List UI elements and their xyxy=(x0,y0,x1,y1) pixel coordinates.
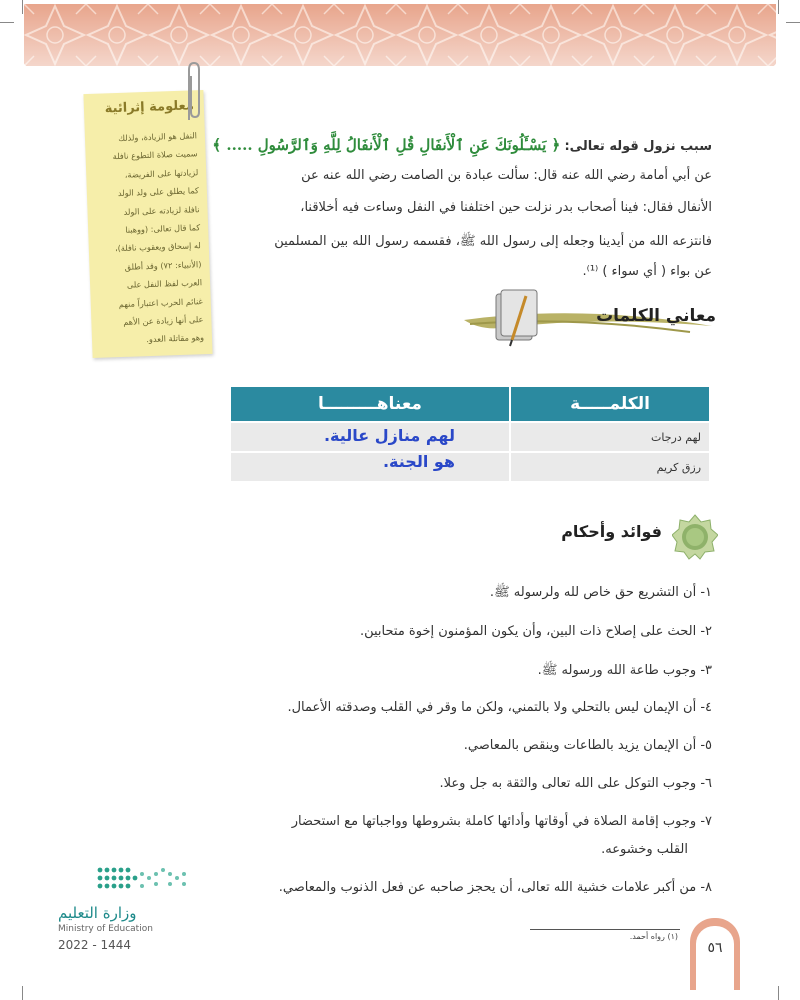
handwritten-meaning: لهم منازل عالية. xyxy=(323,426,455,445)
revelation-text-line: عن أبي أمامة رضي الله عنه قال: سألت عبادة بن الصامت رضي الله عنه عن xyxy=(301,168,712,183)
word-cell: لهم درجات xyxy=(651,430,701,444)
word-cell: رزق كريم xyxy=(656,460,701,474)
enrichment-note-title: معلومة إثرائية xyxy=(104,98,195,117)
word-meanings-title: معاني الكلمات xyxy=(596,306,716,326)
table-header-row xyxy=(231,387,709,421)
benefit-item: ٧- وجوب إقامة الصلاة في أوقاتها وأدائها كاملة بشروطها وواجباتها مع استحضار xyxy=(291,814,712,829)
benefit-item: ٨- من أكبر علامات خشية الله تعالى، أن يحجز صاحبه عن فعل الذنوب والمعاصي. xyxy=(278,880,712,895)
decorative-header-banner xyxy=(24,4,776,66)
ministry-name-arabic: وزارة التعليم xyxy=(58,904,137,922)
benefit-item: ١- أن التشريع حق خاص لله ولرسوله ﷺ. xyxy=(489,585,712,600)
note-line: (الأنبياء: ٧٢) وقد أطلق xyxy=(124,259,202,272)
footnote-divider xyxy=(530,929,680,930)
crop-mark xyxy=(0,22,14,23)
benefit-item: ٣- وجوب طاعة الله ورسوله ﷺ. xyxy=(537,663,712,678)
note-line: غنائم الحرب اعتباراً منهم xyxy=(118,295,203,309)
quran-verse: ﴿ يَسْـَٔلُونَكَ عَنِ ٱلْأَنفَالِ قُلِ ٱلْأَنفَالُ لِلَّهِ وَٱلرَّسُولِ ..... ﴾ xyxy=(212,136,561,154)
header-meaning: معناهـــــــــا xyxy=(231,387,511,421)
note-line: لزيادتها على الفريضة، xyxy=(124,167,199,180)
handwritten-meaning: هو الجنة. xyxy=(382,452,455,471)
ministry-logo-icon xyxy=(56,862,196,902)
note-line: وهو مقاتلة العدو. xyxy=(146,332,205,345)
footnote: (١) رواه أحمد. xyxy=(629,932,678,941)
edition-year: 2022 - 1444 xyxy=(58,938,132,952)
crop-mark xyxy=(778,986,779,1000)
benefit-item: ٦- وجوب التوكل على الله تعالى والثقة به جل وعلا. xyxy=(439,776,712,791)
note-line: كما قال تعالى: (ووهبنا xyxy=(125,222,201,235)
revelation-heading xyxy=(112,136,712,154)
benefit-item-continuation: القلب وخشوعه. xyxy=(601,842,688,857)
ministry-name-english: Ministry of Education xyxy=(58,924,153,934)
revelation-text-line: عن بواء ( أي سواء ) ⁽¹⁾. xyxy=(582,264,712,279)
note-line: العرب لفظ النفل على xyxy=(126,277,203,291)
note-line: النفل هو الزيادة، ولذلك xyxy=(118,130,198,143)
page-number: ٥٦ xyxy=(696,926,734,990)
note-line: له إسحاق ويعقوب نافلة)، xyxy=(114,240,201,254)
page-number-tab xyxy=(690,918,740,990)
meaning-cell xyxy=(231,453,511,481)
crop-mark xyxy=(22,986,23,1000)
revelation-text-line: فانتزعه الله من أيدينا وجعله إلى رسول الله ﷺ، فقسمه رسول الله بين المسلمين xyxy=(274,234,712,249)
revelation-lead: سبب نزول قوله تعالى: xyxy=(564,139,712,154)
benefit-item: ٢- الحث على إصلاح ذات البين، وأن يكون المؤمنون إخوة متحابين. xyxy=(359,624,712,639)
enrichment-note xyxy=(83,90,212,358)
word-meanings-table xyxy=(231,387,709,481)
crop-mark xyxy=(786,22,800,23)
header-word: الكلمـــــة xyxy=(570,394,650,414)
table-row xyxy=(231,453,709,481)
note-line: نافلة لزيادته على الولد xyxy=(123,203,200,217)
table-row xyxy=(231,423,709,451)
crop-mark xyxy=(22,0,23,14)
book-pen-icon xyxy=(496,290,537,346)
note-line: كما يطلق على ولد الولد xyxy=(117,185,200,199)
note-line: على أنها زيادة عن الأهم xyxy=(123,314,204,327)
benefits-title: فوائد وأحكام xyxy=(561,522,662,541)
star-badge-icon xyxy=(672,514,718,560)
benefit-item: ٥- أن الإيمان يزيد بالطاعات وينقص بالمعاصي. xyxy=(463,738,712,753)
note-line: سميت صلاة التطوع نافلة xyxy=(112,148,198,162)
paperclip-icon xyxy=(183,60,203,122)
benefit-item: ٤- أن الإيمان ليس بالتحلي ولا بالتمني، ولكن ما وقر في القلب وصدقته الأعمال. xyxy=(287,700,712,715)
revelation-text-line: الأنفال فقال: فينا أصحاب بدر نزلت حين اختلفنا في النفل وساءت فيه أخلاقنا، xyxy=(300,200,712,215)
crop-mark xyxy=(778,0,779,14)
